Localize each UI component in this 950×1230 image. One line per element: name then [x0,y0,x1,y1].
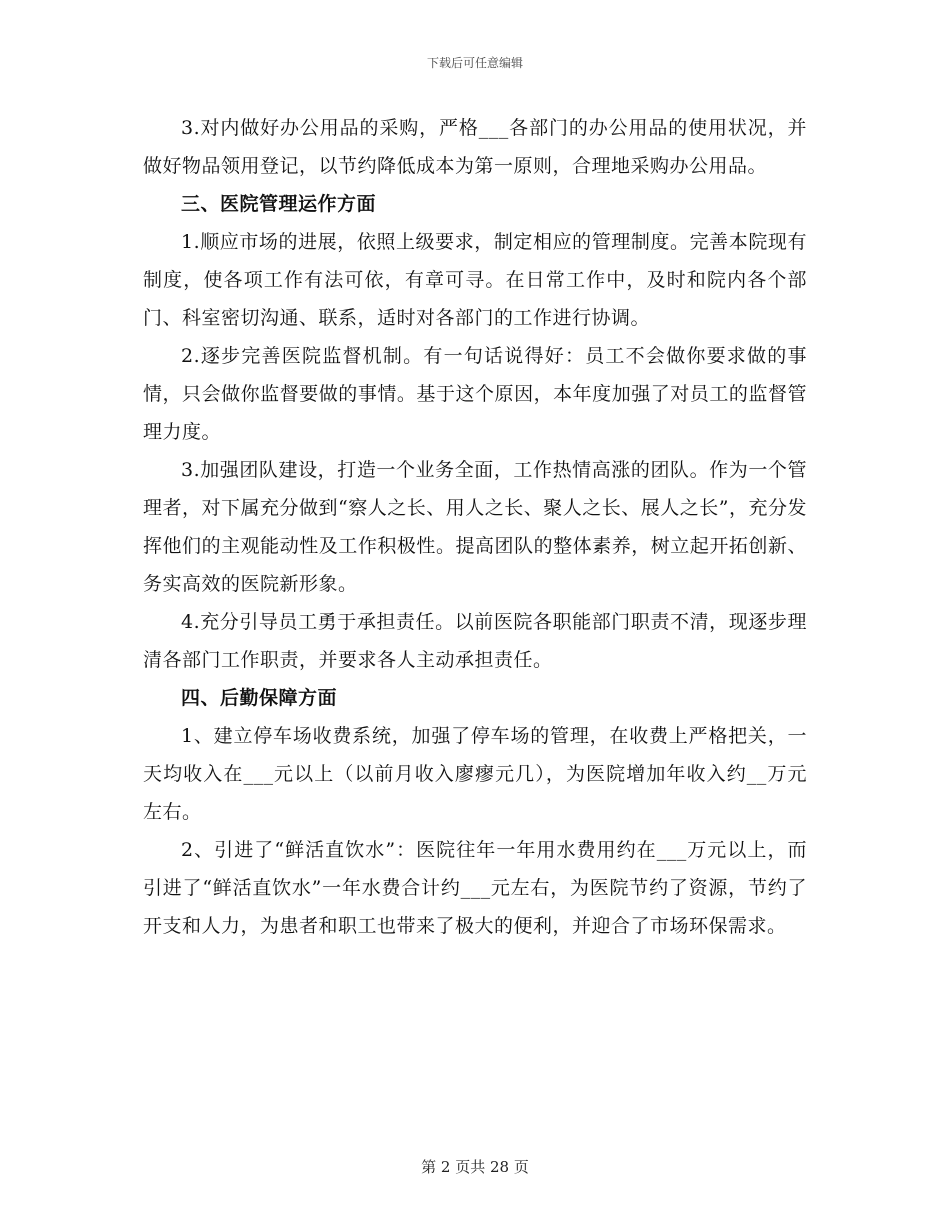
section-heading-logistics: 四、后勤保障方面 [181,687,338,709]
page-footer: 第 2 页共 28 页 [421,1158,529,1176]
paragraph-team-building: 3.加强团队建设，打造一个业务全面，工作热情高涨的团队。作为一个管理者，对下属充分做到“察人之长、用人之长、聚人之长、展人之长”，充分发挥他们的主观能动性及工作积极性。提高团队的整体素养，树立起开拓创新、务实高效的医院新形象。 [143,459,807,595]
document-body [143,109,807,945]
paragraph-management-system: 1.顺应市场的进展，依照上级要求，制定相应的管理制度。完善本院现有制度，使各项工作有法可依，有章可寻。在日常工作中，及时和院内各个部门、科室密切沟通、联系，适时对各部门的工作进行协调。 [143,231,807,329]
paragraph-responsibility: 4.充分引导员工勇于承担责任。以前医院各职能部门职责不清，现逐步理清各部门工作职责，并要求各人主动承担责任。 [143,611,807,671]
paragraph-drinking-water: 2、引进了“鲜活直饮水”：医院往年一年用水费用约在___万元以上，而引进了“鲜活直饮水”一年水费合计约___元左右，为医院节约了资源，节约了开支和人力，为患者和职工也带来了极大的便利，并迎合了市场环保需求。 [143,839,807,937]
paragraph-parking-system: 1、建立停车场收费系统，加强了停车场的管理，在收费上严格把关，一天均收入在___元以上（以前月收入廖瘳元几），为医院增加年收入约__万元左右。 [143,725,807,823]
page-header: 下载后可任意编辑 [426,56,523,70]
paragraph-supervision-mechanism: 2.逐步完善医院监督机制。有一句话说得好：员工不会做你要求做的事情，只会做你监督要做的事情。基于这个原因，本年度加强了对员工的监督管理力度。 [143,345,807,443]
paragraph-office-supplies: 3.对内做好办公用品的采购，严格___各部门的办公用品的使用状况，并做好物品领用登记，以节约降低成本为第一原则，合理地采购办公用品。 [143,117,807,177]
section-heading-hospital-management: 三、医院管理运作方面 [181,193,377,215]
